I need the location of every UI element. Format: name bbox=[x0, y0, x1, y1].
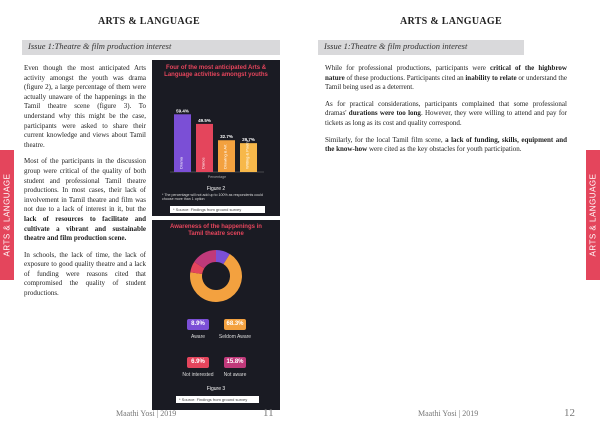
stat-notaware-label: Not aware bbox=[223, 372, 247, 378]
side-tab-label: ARTS & LANGUAGE bbox=[588, 173, 598, 257]
category-label: Drawing & Art bbox=[222, 144, 228, 169]
stat-aware-label: Aware bbox=[190, 334, 206, 340]
stat-aware-value: 8.9% bbox=[187, 319, 209, 330]
bar-value-label: 59.4% bbox=[176, 108, 189, 114]
page-number: 11 bbox=[263, 407, 274, 419]
paragraph: Similarly, for the local Tamil film scene, a lack of funding, skills, equipment and the know-how were cited as the key obstacles for youth participation. bbox=[325, 135, 568, 154]
issue-bar bbox=[318, 40, 524, 55]
side-tab-label: ARTS & LANGUAGE bbox=[2, 173, 12, 257]
chart-source: * Source: Findings from ground survey bbox=[170, 206, 265, 213]
bar-value-label: 29.7% bbox=[242, 137, 255, 143]
figure-3-donut-chart bbox=[152, 220, 280, 410]
chart-source: * Source: Findings from ground survey bbox=[176, 396, 259, 403]
page-number: 12 bbox=[564, 407, 575, 419]
side-tab-left bbox=[0, 150, 14, 280]
chart-title: Awareness of the happenings in Tamil theatre scene bbox=[170, 224, 262, 237]
bar-value-label: 49.5% bbox=[198, 117, 211, 123]
stat-notinterested-value: 6.9% bbox=[187, 357, 209, 368]
paragraph: While for professional productions, participants were critical of the highbrow nature of these productions. Participants cited an inability to relate or understand the Tamil being used as a deterrent. bbox=[325, 64, 567, 92]
footer: Maathi Yosi | 2019 bbox=[418, 409, 479, 418]
bar-value-label: 32.7% bbox=[220, 134, 233, 140]
paragraph: Even though the most anticipated Arts activity amongst the youth was drama (figure 2), a large percentage of them were actually unaware of the happenings in the Tamil theatre scene (figure 3). To understand why this might be the case, participants were asked to share their current knowledge and views about Tamil theatre. bbox=[24, 64, 146, 149]
page-header: ARTS & LANGUAGE bbox=[400, 16, 502, 27]
category-label: Drama bbox=[178, 156, 184, 169]
stat-seldom-label: Seldom Aware bbox=[218, 334, 252, 340]
category-label: Dance bbox=[200, 157, 206, 169]
chart-note: * The percentage will not add up to 100% as respondents could choose more than 1 option bbox=[162, 193, 263, 202]
donut-chart-svg bbox=[152, 220, 280, 410]
paragraph: In schools, the lack of time, the lack of exposure to good quality theatre and a lack of funding were reasons cited that compromised the quality of student productions. bbox=[24, 250, 146, 298]
paragraph: Most of the participants in the discussion group were critical of the quality of both student and professional Tamil theatre productions. In most cases, their lack of involvement in Tamil theatre and film was not due to a lack of interest in it, but the lack of resources to facilitate and cultivate a vibrant and sustainable theatre and film production scene. bbox=[24, 157, 146, 243]
issue-title: Issue 1:Theatre & film production interest bbox=[28, 41, 172, 51]
page-header: ARTS & LANGUAGE bbox=[98, 16, 200, 27]
footer: Maathi Yosi | 2019 bbox=[116, 409, 177, 418]
issue-title: Issue 1:Theatre & film production interest bbox=[324, 41, 468, 51]
paragraph: As for practical considerations, participants complained that some professional dramas' durations were too long. However, they were willing to attend and pay for tickets as long as its cost and quality correspond. bbox=[325, 99, 567, 127]
right-column-text bbox=[325, 64, 567, 162]
page-12 bbox=[300, 0, 600, 433]
issue-bar bbox=[22, 40, 280, 55]
figure-label: Figure 3 bbox=[206, 386, 226, 392]
left-column-text bbox=[24, 64, 146, 306]
figure-label: Figure 2 bbox=[206, 186, 226, 192]
stat-notaware-value: 15.8% bbox=[224, 357, 246, 368]
x-axis-label: Percentage bbox=[207, 175, 227, 179]
side-tab-right bbox=[586, 150, 600, 280]
chart-title: Four of the most anticipated Arts & Language activities amongst youths bbox=[164, 65, 268, 78]
category-label: Writing & Poetry bbox=[244, 140, 250, 169]
stat-notinterested-label: Not interested bbox=[182, 372, 214, 378]
figure-2-bar-chart bbox=[152, 60, 280, 216]
stat-seldom-value: 68.3% bbox=[224, 319, 246, 330]
